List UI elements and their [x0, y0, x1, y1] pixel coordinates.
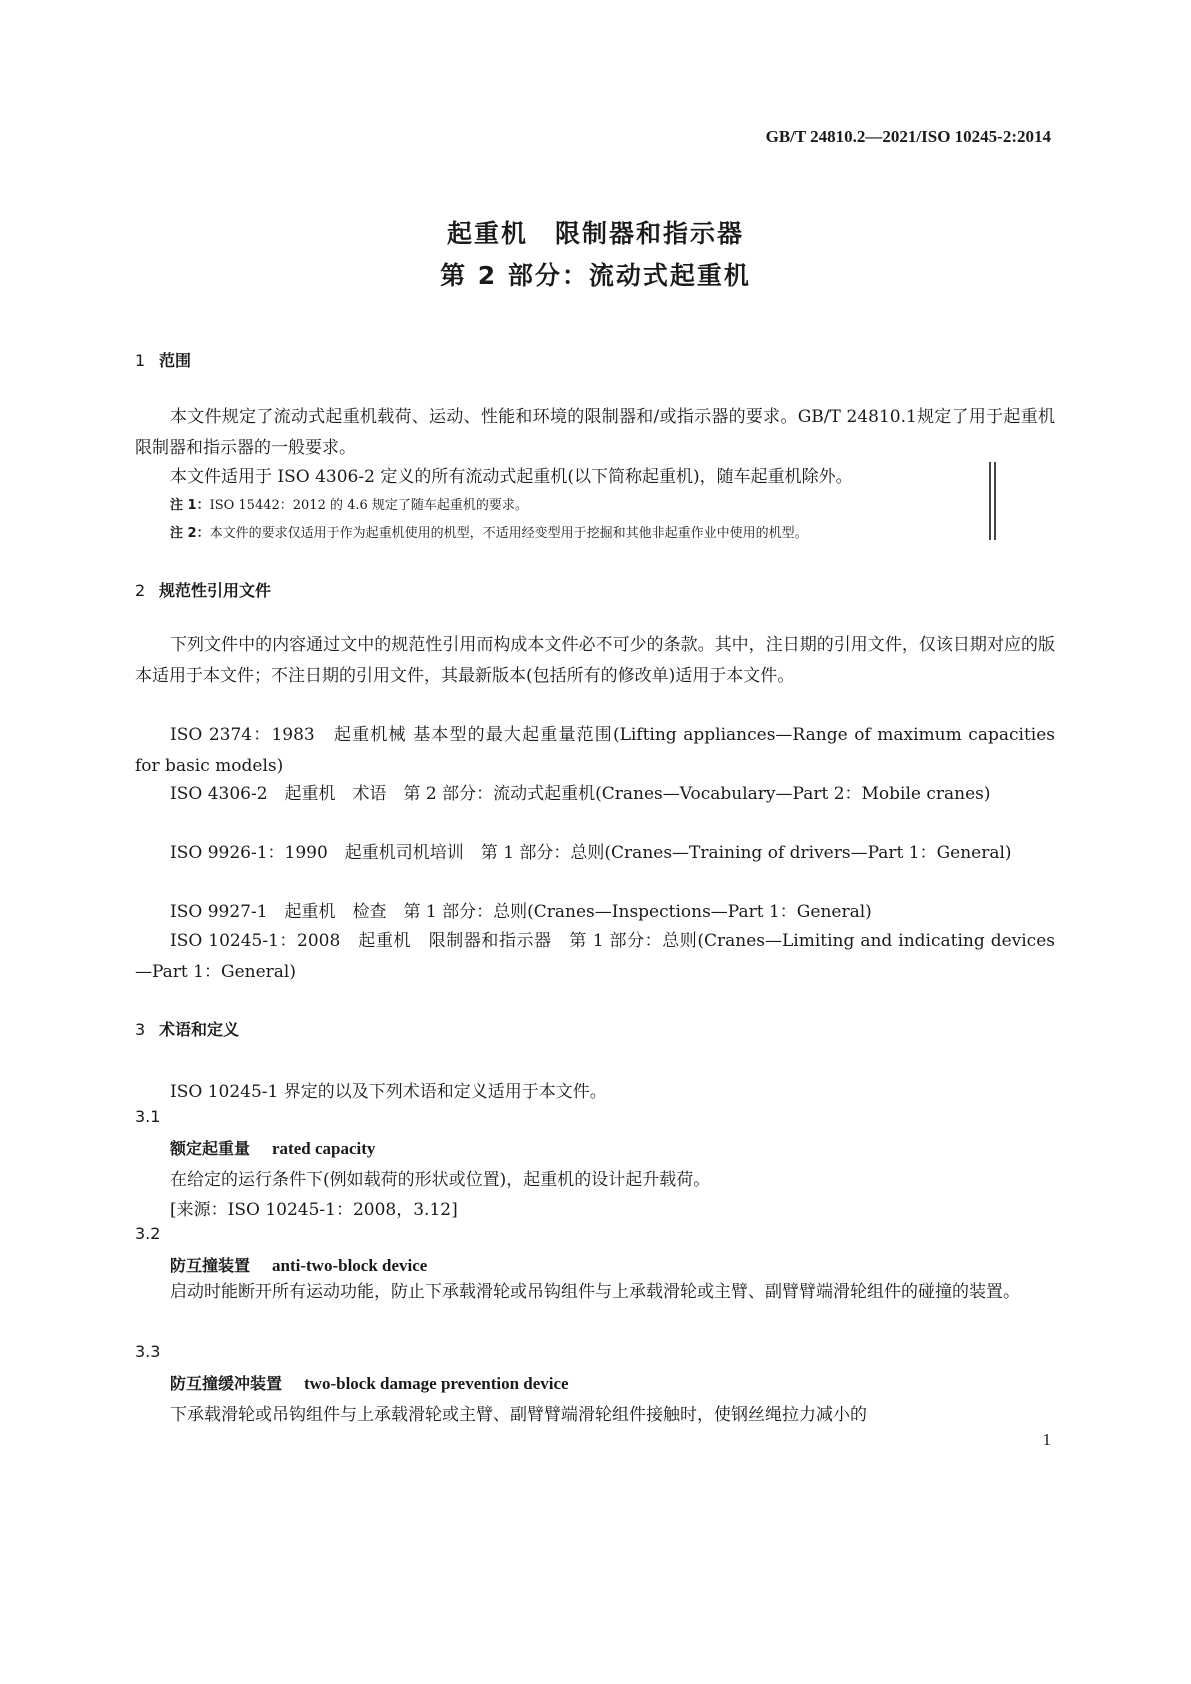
reference-item: ISO 4306-2 起重机 术语 第 2 部分：流动式起重机(Cranes—Vocabulary—Part 2：Mobile cranes) [170, 784, 991, 804]
definition: 下承载滑轮或吊钩组件与上承载滑轮或主臂、副臂臂端滑轮组件接触时，使钢丝绳拉力减小的 [170, 1405, 867, 1425]
section-number: 1 [135, 351, 146, 370]
standard-number: GB/T 24810.2—2021/ISO 10245-2:2014 [765, 127, 1051, 146]
clause-number: 3.2 [135, 1224, 161, 1243]
note-text: 本文件的要求仅适用于作为起重机使用的机型，不适用经变型用于挖掘和其他非起重作业中使用的机型。 [209, 526, 808, 541]
reference-item: ISO 9927-1 起重机 检查 第 1 部分：总则(Cranes—Inspections—Part 1：General) [170, 902, 872, 922]
document-title: 起重机 限制器和指示器 [446, 219, 744, 248]
change-bar [989, 462, 991, 540]
note-label: 注 2： [170, 526, 210, 541]
section-number: 2 [135, 581, 146, 600]
clause-number: 3.1 [135, 1107, 161, 1126]
term-heading [170, 1253, 427, 1276]
section-heading-terms [135, 1017, 239, 1040]
term-zh: 额定起重量 [170, 1139, 251, 1158]
section-heading-scope [135, 348, 191, 371]
paragraph: ISO 10245-1 界定的以及下列术语和定义适用于本文件。 [170, 1082, 607, 1102]
page-number: 1 [1042, 1430, 1051, 1449]
term-en: anti-two-block device [272, 1256, 428, 1275]
definition: 启动时能断开所有运动功能，防止下承载滑轮或吊钩组件与上承载滑轮或主臂、副臂臂端滑轮组件的碰撞的装置。 [170, 1282, 1020, 1302]
section-title: 术语和定义 [159, 1020, 240, 1039]
section-number: 3 [135, 1020, 146, 1039]
section-title: 规范性引用文件 [159, 581, 272, 600]
term-heading [170, 1136, 375, 1159]
change-bar [994, 462, 996, 540]
document-subtitle: 第 2 部分：流动式起重机 [440, 261, 751, 290]
section-title: 范围 [159, 351, 192, 370]
section-heading-normative-references [135, 578, 271, 601]
term-en: rated capacity [272, 1139, 376, 1158]
clause-number: 3.3 [135, 1342, 161, 1361]
paragraph: 本文件规定了流动式起重机载荷、运动、性能和环境的限制器和/或指示器的要求。GB/T 24810.1规定了用于起重机限制器和指示器的一般要求。 [135, 407, 1055, 458]
note-text: ISO 15442：2012 的 4.6 规定了随车起重机的要求。 [209, 498, 528, 513]
definition: 在给定的运行条件下(例如载荷的形状或位置)，起重机的设计起升载荷。 [170, 1170, 711, 1190]
note-label: 注 1： [170, 498, 210, 513]
note [170, 494, 528, 513]
paragraph: 本文件适用于 ISO 4306-2 定义的所有流动式起重机(以下简称起重机)，随车起重机除外。 [170, 467, 853, 487]
source: [来源：ISO 10245-1：2008，3.12] [170, 1200, 458, 1220]
reference-item: ISO 2374：1983 起重机械 基本型的最大起重量范围(Lifting appliances—Range of maximum capacities for basic models) [135, 725, 1055, 776]
term-zh: 防互撞装置 [170, 1256, 251, 1275]
term-zh: 防互撞缓冲装置 [170, 1374, 283, 1393]
reference-item: ISO 9926-1：1990 起重机司机培训 第 1 部分：总则(Cranes—Training of drivers—Part 1：General) [170, 843, 1012, 863]
term-en: two-block damage prevention device [304, 1374, 569, 1393]
reference-item: ISO 10245-1：2008 起重机 限制器和指示器 第 1 部分：总则(Cranes—Limiting and indicating devices—Part 1：General) [135, 931, 1055, 982]
term-heading [170, 1371, 569, 1394]
paragraph: 下列文件中的内容通过文中的规范性引用而构成本文件必不可少的条款。其中，注日期的引用文件，仅该日期对应的版本适用于本文件；不注日期的引用文件，其最新版本(包括所有的修改单)适用于本文件。 [135, 635, 1055, 686]
note [170, 522, 808, 541]
